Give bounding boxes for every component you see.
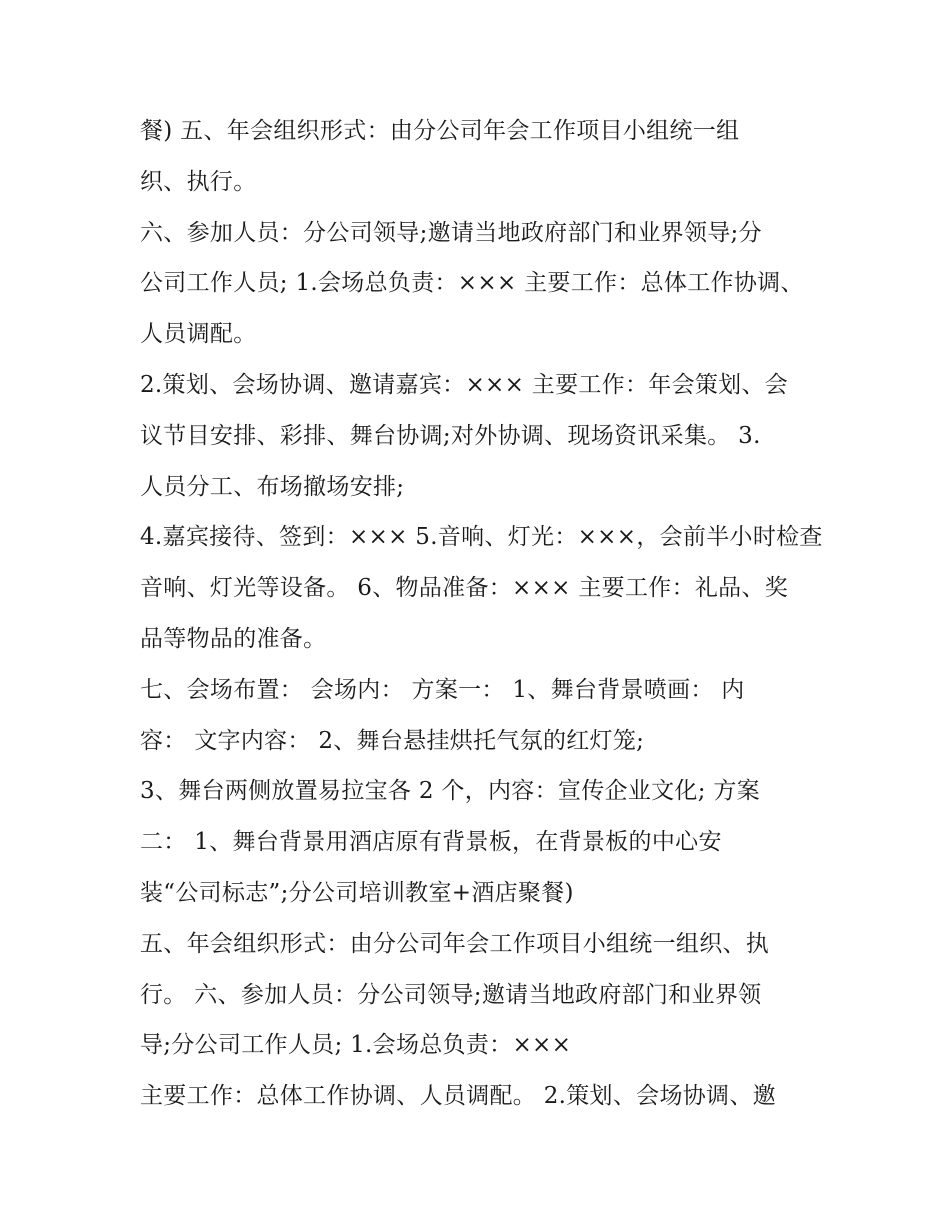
text-line: 主要工作：总体工作协调、人员调配。 2.策划、会场协调、邀 — [140, 1083, 776, 1110]
text-line: 导;分公司工作人员; 1.会场总负责：××× — [140, 1032, 572, 1059]
text-line: 五、年会组织形式：由分公司年会工作项目小组统一组织、执 — [140, 930, 770, 957]
text-line: 2.策划、会场协调、邀请嘉宾：××× 主要工作：年会策划、会 — [140, 371, 789, 398]
text-line: 音响、灯光等设备。 6、物品准备：××× 主要工作：礼品、奖 — [140, 575, 789, 602]
text-line: 行。 六、参加人员：分公司领导;邀请当地政府部门和业界领 — [140, 981, 762, 1008]
text-line: 公司工作人员; 1.会场总负责：××× 主要工作：总体工作协调、 — [140, 270, 804, 297]
text-line: 3、舞台两侧放置易拉宝各 2 个，内容：宣传企业文化; 方案 — [140, 778, 760, 805]
text-line: 人员分工、布场撤场安排; — [140, 473, 405, 500]
text-line: 餐) 五、年会组织形式：由分公司年会工作项目小组统一组 — [140, 118, 740, 144]
text-line: 品等物品的准备。 — [140, 625, 327, 652]
text-line: 六、参加人员：分公司领导;邀请当地政府部门和业界领导;分 — [140, 219, 762, 246]
text-line: 装“公司标志”;分公司培训教室+酒店聚餐) — [140, 879, 574, 906]
document-body — [140, 106, 830, 1122]
text-line: 织、执行。 — [140, 168, 257, 195]
text-line: 人员调配。 — [140, 321, 257, 348]
text-line: 七、会场布置： 会场内： 方案一： 1、舞台背景喷画： 内 — [140, 676, 745, 703]
text-line: 4.嘉宾接待、签到：××× 5.音响、灯光：×××，会前半小时检查 — [140, 524, 823, 551]
text-line: 二： 1、舞台背景用酒店原有背景板，在背景板的中心安 — [140, 829, 722, 856]
text-line: 议节目安排、彩排、舞台协调;对外协调、现场资讯采集。 3. — [140, 422, 761, 449]
text-line: 容： 文字内容： 2、舞台悬挂烘托气氛的红灯笼; — [140, 727, 645, 754]
